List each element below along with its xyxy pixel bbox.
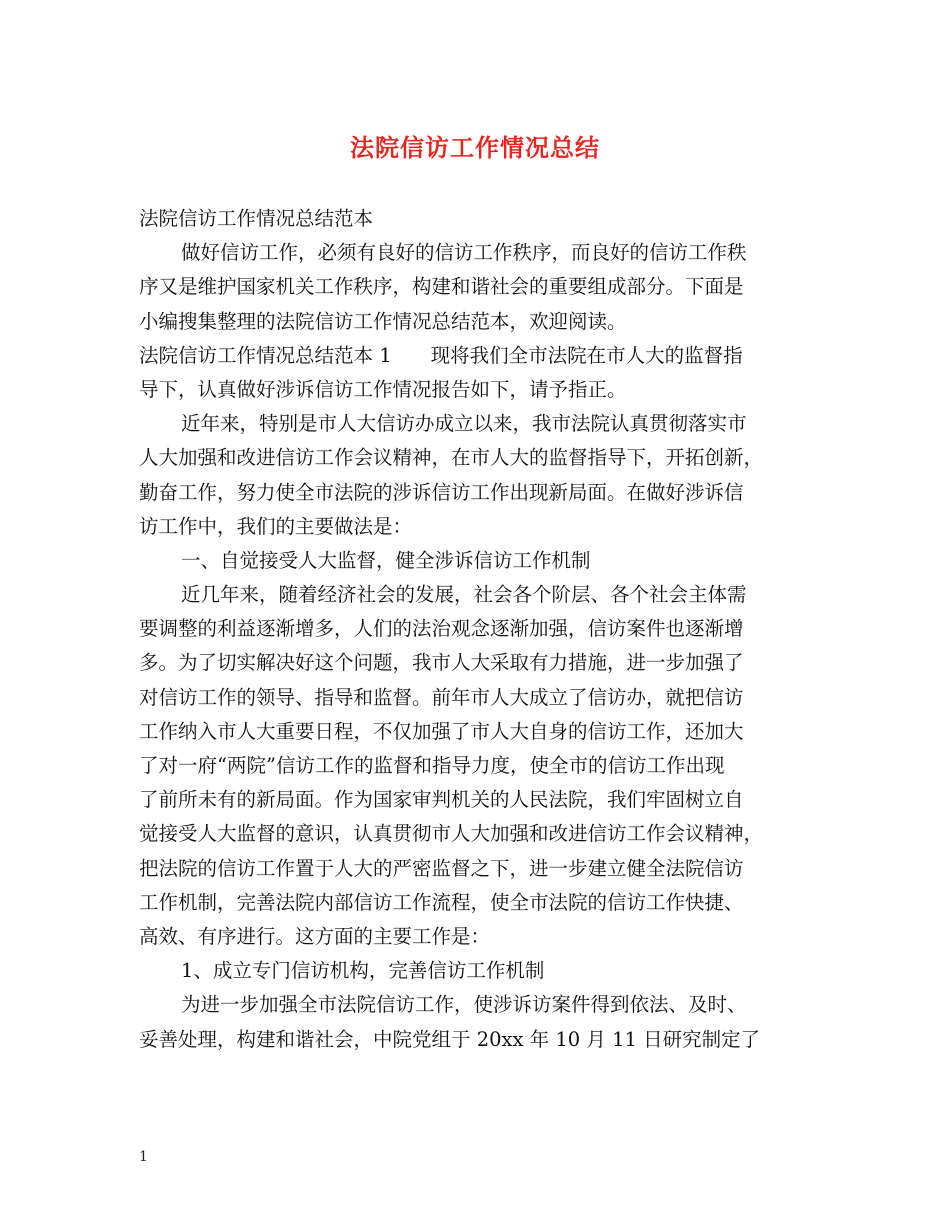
body-line: 近几年来，随着经济社会的发展，社会各个阶层、各个社会主体需: [181, 583, 747, 607]
body-line: 人大加强和改进信访工作会议精神，在市人大的监督指导下，开拓创新，: [139, 446, 764, 470]
body-line: 觉接受人大监督的意识，认真贯彻市人大加强和改进信访工作会议精神，: [139, 822, 764, 846]
body-line: 工作纳入市人大重要日程，不仅加强了市人大自身的信访工作，还加大: [139, 719, 744, 743]
body-line: 工作机制，完善法院内部信访工作流程，使全市法院的信访工作快捷、: [139, 890, 744, 914]
body-line: 小编搜集整理的法院信访工作情况总结范本，欢迎阅读。: [139, 309, 627, 333]
body-line: 为进一步加强全市法院信访工作，使涉诉访案件得到依法、及时、: [181, 993, 747, 1017]
document-body: [139, 202, 815, 1057]
body-line: 访工作中，我们的主要做法是：: [139, 514, 413, 538]
body-line: 了前所未有的新局面。作为国家审判机关的人民法院，我们牢固树立自: [139, 788, 744, 812]
body-line: 法院信访工作情况总结范本 1 现将我们全市法院在市人大的监督指: [139, 343, 743, 367]
body-line: 法院信访工作情况总结范本: [139, 207, 374, 230]
body-line: 把法院的信访工作置于人大的严密监督之下，进一步建立健全法院信访: [139, 856, 744, 880]
body-line: 妥善处理，构建和谐社会，中院党组于 20xx 年 10 月 11 日研究制定了: [139, 1027, 761, 1051]
body-line: 一、自觉接受人大监督，健全涉诉信访工作机制: [181, 548, 591, 572]
body-line: 高效、有序进行。这方面的主要工作是：: [139, 924, 491, 948]
body-line: 多。为了切实解决好这个问题，我市人大采取有力措施，进一步加强了: [139, 651, 744, 675]
body-line: 了对一府“两院”信访工作的监督和指导力度，使全市的信访工作出现: [139, 754, 725, 777]
document-title: 法院信访工作情况总结: [350, 133, 600, 162]
body-line: 1、成立专门信访机构，完善信访工作机制: [181, 959, 545, 983]
body-line: 导下，认真做好涉诉信访工作情况报告如下，请予指正。: [139, 377, 627, 401]
body-line: 序又是维护国家机关工作秩序，构建和谐社会的重要组成部分。下面是: [139, 275, 744, 299]
body-line: 勤奋工作，努力使全市法院的涉诉信访工作出现新局面。在做好涉诉信: [139, 480, 744, 504]
body-line: 近年来，特别是市人大信访办成立以来，我市法院认真贯彻落实市: [181, 412, 747, 436]
page-number: 1: [139, 1149, 148, 1165]
body-line: 做好信访工作，必须有良好的信访工作秩序，而良好的信访工作秩: [181, 241, 747, 265]
body-line: 对信访工作的领导、指导和监督。前年市人大成立了信访办，就把信访: [139, 685, 744, 709]
body-line: 要调整的利益逐渐增多，人们的法治观念逐渐加强，信访案件也逐渐增: [139, 617, 744, 641]
